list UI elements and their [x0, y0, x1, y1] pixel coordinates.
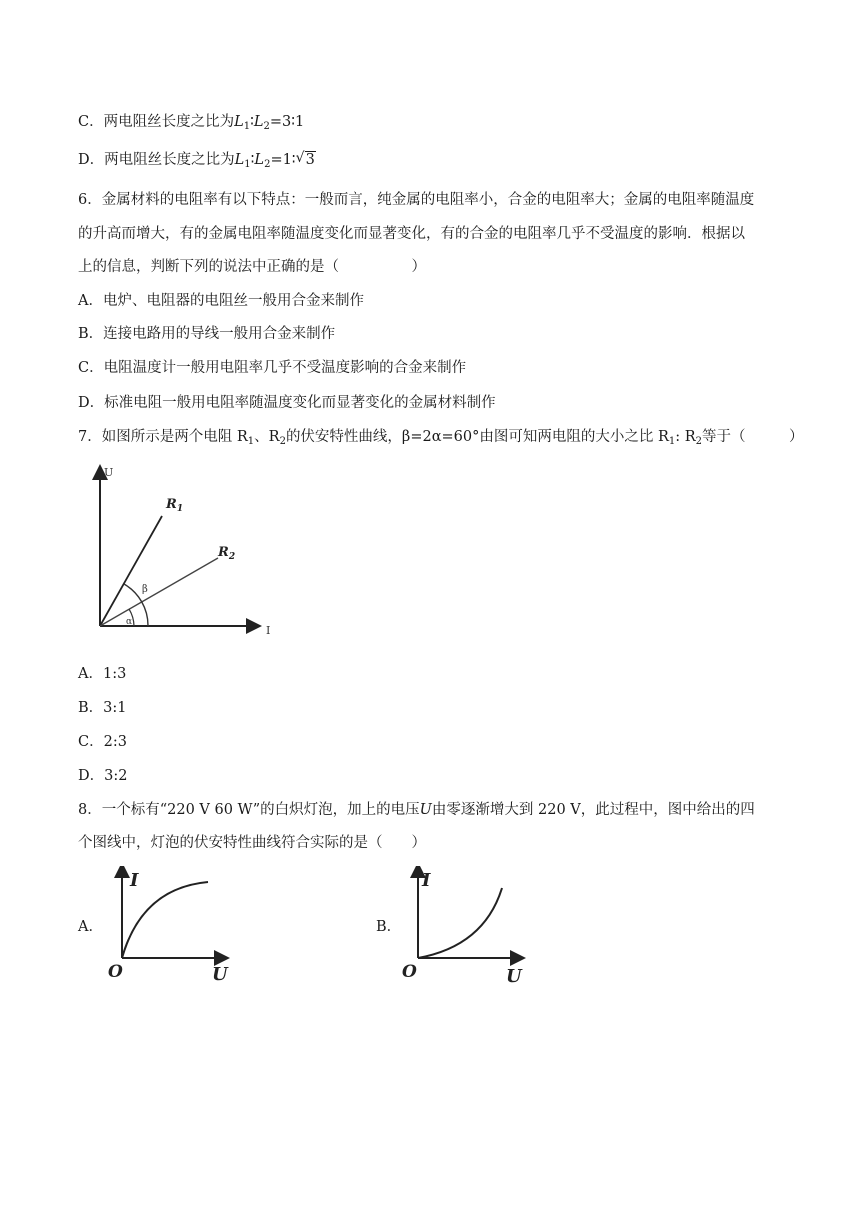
q6-option-c[interactable]: C．电阻温度计一般用电阻率几乎不受温度影响的合金来制作	[78, 360, 467, 376]
q8-graph-b[interactable]	[400, 866, 530, 986]
r1-line	[100, 516, 162, 626]
q6-option-a[interactable]: A．电炉、电阻器的电阻丝一般用合金来制作	[78, 293, 364, 309]
q8-stem-line-1: 8．一个标有“220 V 60 W”的白炽灯泡，加上的电压U由零逐渐增大到 220 V，此过程中，图中给出的四	[78, 802, 755, 818]
graph-a-u-label: U	[212, 964, 228, 985]
r2-label: $R_2$	[218, 545, 236, 562]
q5-option-d[interactable]: D．两电阻丝长度之比为$L_1∶L_2=1∶$ √ 3	[78, 150, 315, 170]
q5-option-c-label: C．两电阻丝长度之比为	[78, 114, 235, 130]
q6-option-b[interactable]: B．连接电路用的导线一般用合金来制作	[78, 326, 336, 342]
graph-b-curve	[418, 888, 502, 958]
alpha-label: α	[126, 617, 133, 627]
q5-option-d-ratio: =1∶	[270, 152, 296, 168]
q7-option-a[interactable]: A．1:3	[78, 666, 127, 682]
graph-b-i-label: I	[422, 870, 431, 891]
q5-option-d-label: D．两电阻丝长度之比为	[78, 152, 235, 168]
q5-option-c[interactable]: C．两电阻丝长度之比为$L_1∶L_2=3∶1$	[78, 114, 305, 132]
q7-option-d[interactable]: D．3:2	[78, 768, 128, 784]
q6-stem-line-3: 上的信息，判断下列的说法中正确的是（ ）	[78, 259, 426, 275]
q8-stem-line-2: 个图线中，灯泡的伏安特性曲线符合实际的是（ ）	[78, 835, 426, 851]
q7-option-c[interactable]: C．2:3	[78, 734, 127, 750]
q6-option-d[interactable]: D．标准电阻一般用电阻率随温度变化而显著变化的金属材料制作	[78, 395, 496, 411]
graph-a-curve	[122, 882, 208, 958]
beta-label: β	[142, 584, 148, 595]
q5-option-c-ratio: =3∶1	[269, 114, 305, 130]
q8-option-b-label[interactable]: B．	[376, 919, 402, 935]
sqrt-symbol: √ 3	[295, 150, 315, 168]
graph-a-i-label: I	[130, 870, 139, 891]
q7-option-b[interactable]: B．3:1	[78, 700, 127, 716]
q6-stem-line-2: 的升高而增大，有的金属电阻率随温度变化而显著变化，有的合金的电阻率几乎不受温度的影响．根据以	[78, 226, 745, 242]
graph-a-origin-label: O	[108, 962, 123, 982]
q6-stem-line-1: 6．金属材料的电阻率有以下特点：一般而言，纯金属的电阻率小，合金的电阻率大；金属的电阻率随温度	[78, 192, 755, 208]
graph-b-origin-label: O	[402, 962, 417, 982]
q8-graph-a[interactable]	[104, 866, 234, 986]
graph-b-u-label: U	[506, 966, 522, 986]
r2-line	[100, 558, 218, 626]
q7-stem: 7．如图所示是两个电阻 $R_1$、$R_2$的伏安特性曲线，β=2α=60°由图可知两电阻的大小之比 $R_1$: $R_2$等于（ ）	[78, 429, 804, 447]
q8-option-a-label[interactable]: A．	[78, 919, 103, 935]
r1-label: $R_1$	[166, 497, 184, 514]
u-axis-label: U	[104, 466, 114, 479]
i-axis-label: I	[266, 624, 271, 637]
q7-iv-figure	[86, 458, 286, 643]
